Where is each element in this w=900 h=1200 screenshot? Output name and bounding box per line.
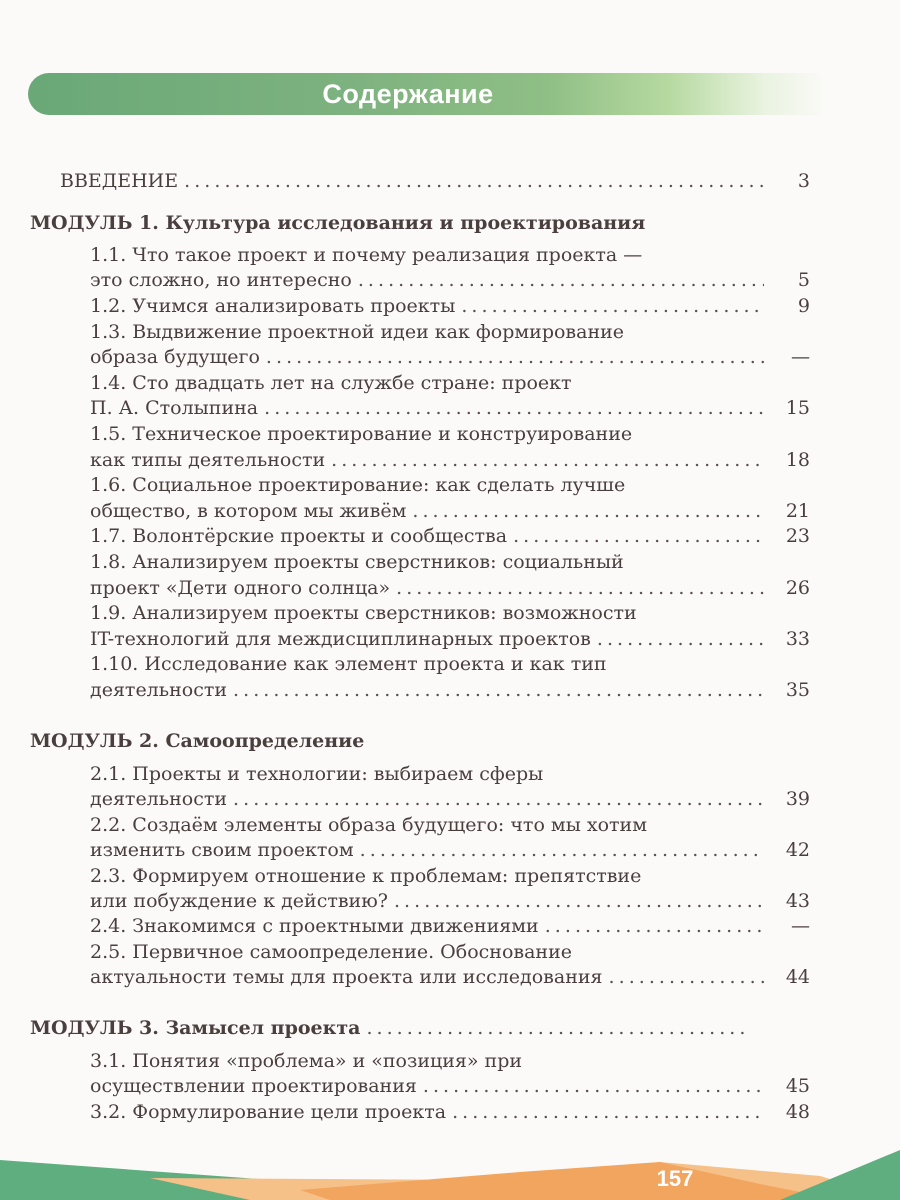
toc-entry-1-1-line1[interactable] xyxy=(90,243,642,267)
toc-entry-label: осуществлении проектирования xyxy=(90,1075,417,1097)
toc-entry-1-8-line1[interactable] xyxy=(90,550,624,574)
toc-entry-label: 1.9. Анализируем проекты сверстников: возможности xyxy=(90,602,637,624)
toc-page-number: 5 xyxy=(797,269,810,291)
toc-page-number: 26 xyxy=(785,577,810,599)
toc-entry-1-1[interactable] xyxy=(90,268,810,292)
page-number: 157 xyxy=(656,1166,694,1191)
toc-entry-label: общество, в котором мы живём xyxy=(90,500,407,522)
toc-entry-2-3[interactable] xyxy=(90,889,810,913)
toc-entry-label: актуальности темы для проекта или исследования xyxy=(90,966,603,988)
toc-entry-label: 1.2. Учимся анализировать проекты xyxy=(90,295,456,317)
toc-entry-label: 3.2. Формулирование цели проекта xyxy=(90,1101,447,1123)
toc-page-number: 21 xyxy=(785,500,810,522)
toc-page-number: 3 xyxy=(797,170,810,192)
toc-page-number: 33 xyxy=(785,628,810,650)
toc-page-number: 42 xyxy=(785,839,810,861)
toc-entry-2-3-line1[interactable] xyxy=(90,864,641,888)
dot-leader xyxy=(366,1016,749,1040)
module-title: МОДУЛЬ 3. Замысел проекта xyxy=(30,1017,361,1039)
toc-entry-label: образа будущего xyxy=(90,346,260,368)
toc-entry-label: 1.7. Волонтёрские проекты и сообщества xyxy=(90,525,508,547)
toc-page-number: 9 xyxy=(797,295,810,317)
toc-entry-label: 2.1. Проекты и технологии: выбираем сферы xyxy=(90,763,544,785)
dot-leader xyxy=(184,169,764,193)
toc-entry-label: 2.3. Формируем отношение к проблемам: препятствие xyxy=(90,865,642,887)
toc-entry-label: П. А. Столыпина xyxy=(90,397,259,419)
dot-leader xyxy=(423,1074,764,1098)
toc-entry-1-5[interactable] xyxy=(90,448,810,472)
dot-leader xyxy=(609,965,764,989)
toc-entry-1-3-line1[interactable] xyxy=(90,320,624,344)
toc-entry-1-10[interactable] xyxy=(90,678,810,702)
toc-entry-1-4-line1[interactable] xyxy=(90,371,572,395)
toc-page-number: 23 xyxy=(785,525,810,547)
toc-entry-2-5-line1[interactable] xyxy=(90,940,572,964)
dot-leader xyxy=(233,678,764,702)
toc-page-number: 44 xyxy=(785,966,810,988)
toc-entry-3-2[interactable] xyxy=(90,1100,810,1124)
footer-decoration xyxy=(0,1140,900,1200)
toc-entry-label: IT-технологий для междисциплинарных проектов xyxy=(90,628,591,650)
dot-leader xyxy=(358,268,764,292)
toc-entry-label: 1.10. Исследование как элемент проекта и как тип xyxy=(90,653,607,675)
module-heading-3[interactable] xyxy=(30,1016,755,1040)
toc-entry-2-5[interactable] xyxy=(90,965,810,989)
toc-entry-label: деятельности xyxy=(90,788,228,810)
toc-page-number: 15 xyxy=(785,397,810,419)
toc-entry-label: 2.2. Создаём элементы образа будущего: что мы хотим xyxy=(90,814,647,836)
dot-leader xyxy=(461,294,764,318)
toc-entry-3-1-line1[interactable] xyxy=(90,1049,522,1073)
dot-leader xyxy=(233,787,764,811)
dot-leader xyxy=(396,576,764,600)
toc-entry-label: деятельности xyxy=(90,679,228,701)
toc-entry-1-10-line1[interactable] xyxy=(90,652,607,676)
toc-entry-1-8[interactable] xyxy=(90,576,810,600)
page-title: Содержание xyxy=(322,79,494,109)
dot-leader xyxy=(360,838,764,862)
toc-entry-label: как типы деятельности xyxy=(90,449,326,471)
toc-entry-2-4[interactable] xyxy=(90,914,810,938)
toc-entry-2-2[interactable] xyxy=(90,838,810,862)
toc-entry-1-9[interactable] xyxy=(90,627,810,651)
toc-entry-label: изменить своим проектом xyxy=(90,839,354,861)
toc-entry-1-5-line1[interactable] xyxy=(90,422,632,446)
contents-header-banner xyxy=(28,73,828,115)
toc-entry-1-3[interactable] xyxy=(90,345,810,369)
toc-entry-label: это сложно, но интересно xyxy=(90,269,352,291)
toc-entry-label: 1.1. Что такое проект и почему реализация проекта — xyxy=(90,244,643,266)
toc-page-number: 35 xyxy=(785,679,810,701)
dot-leader xyxy=(545,914,764,938)
toc-page-number: — xyxy=(791,346,810,368)
dot-leader xyxy=(266,345,764,369)
toc-entry-label: 1.5. Техническое проектирование и конструирование xyxy=(90,423,633,445)
toc-entry-1-9-line1[interactable] xyxy=(90,601,637,625)
dot-leader xyxy=(264,396,764,420)
dot-leader xyxy=(412,499,764,523)
toc-entry-3-1[interactable] xyxy=(90,1074,810,1098)
toc-entry-2-2-line1[interactable] xyxy=(90,813,647,837)
toc-entry-label: 3.1. Понятия «проблема» и «позиция» при xyxy=(90,1050,523,1072)
toc-entry-1-6-line1[interactable] xyxy=(90,473,625,497)
module-title: МОДУЛЬ 1. Культура исследования и проектирования xyxy=(30,212,646,234)
module-title: МОДУЛЬ 2. Самоопределение xyxy=(30,730,365,752)
toc-entry-label: ВВЕДЕНИЕ xyxy=(60,170,179,192)
toc-entry-label: 1.8. Анализируем проекты сверстников: социальный xyxy=(90,551,624,573)
toc-page-number: 43 xyxy=(785,890,810,912)
dot-leader xyxy=(452,1100,764,1124)
toc-entry-intro[interactable] xyxy=(60,169,810,193)
dot-leader xyxy=(394,889,764,913)
toc-entry-label: 1.6. Социальное проектирование: как сделать лучше xyxy=(90,474,626,496)
toc-entry-label: 1.4. Сто двадцать лет на службе стране: проект xyxy=(90,372,572,394)
toc-entry-1-6[interactable] xyxy=(90,499,810,523)
toc-page-number: 18 xyxy=(785,449,810,471)
module-heading-1[interactable] xyxy=(30,211,645,235)
toc-page-number: 39 xyxy=(785,788,810,810)
toc-entry-label: или побуждение к действию? xyxy=(90,890,388,912)
toc-page-number: — xyxy=(791,915,810,937)
dot-leader xyxy=(597,627,764,651)
module-heading-2[interactable] xyxy=(30,729,364,753)
toc-entry-label: 2.4. Знакомимся с проектными движениями xyxy=(90,915,539,937)
toc-entry-2-1[interactable] xyxy=(90,787,810,811)
dot-leader xyxy=(331,448,764,472)
toc-entry-1-4[interactable] xyxy=(90,396,810,420)
toc-entry-2-1-line1[interactable] xyxy=(90,762,543,786)
toc-page-number: 45 xyxy=(785,1075,810,1097)
toc-entry-1-7[interactable] xyxy=(90,524,810,548)
toc-entry-label: 2.5. Первичное самоопределение. Обоснование xyxy=(90,941,572,963)
toc-entry-1-2[interactable] xyxy=(90,294,810,318)
dot-leader xyxy=(513,524,764,548)
toc-entry-label: 1.3. Выдвижение проектной идеи как формирование xyxy=(90,321,625,343)
toc-entry-label: проект «Дети одного солнца» xyxy=(90,577,391,599)
toc-page-number: 48 xyxy=(785,1101,810,1123)
